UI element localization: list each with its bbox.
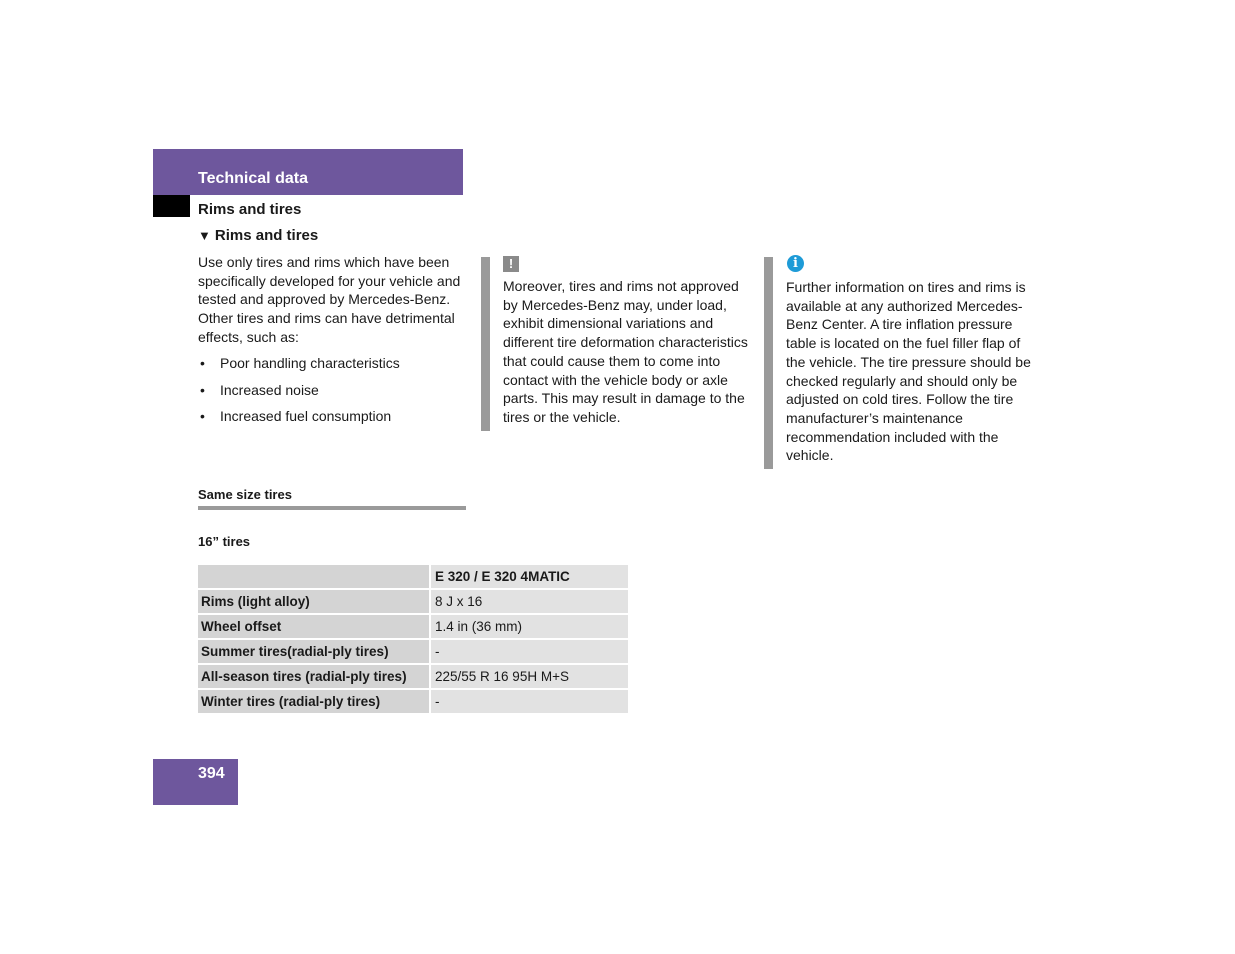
heading-rule: [198, 506, 466, 510]
row-label: All-season tires (radial-ply tires): [198, 665, 431, 690]
table-header-cell: E 320 / E 320 4MATIC: [431, 565, 628, 590]
warning-note-bar: [481, 257, 490, 431]
list-item: • Increased noise: [200, 381, 319, 398]
list-item: • Increased fuel consumption: [200, 408, 392, 424]
section-heading-text: Rims and tires: [214, 227, 319, 244]
row-value: 8 J x 16: [431, 590, 628, 615]
tire-size-heading: 16” tires: [198, 534, 251, 549]
row-value: -: [431, 690, 628, 715]
table-row: [198, 615, 628, 640]
triangle-down-icon: ▼: [198, 228, 211, 243]
info-note-bar: [764, 257, 773, 469]
tire-spec-table: [198, 565, 628, 715]
row-label: Rims (light alloy): [198, 590, 431, 615]
table-row: [198, 665, 628, 690]
same-size-heading: Same size tires: [198, 487, 292, 502]
intro-paragraph: Use only tires and rims which have been specifically developed for your vehicle and tested and approved by Mercedes-Benz. Other tires and rims can have detrimental effects, such as:: [198, 254, 461, 345]
list-item: • Poor handling characteristics: [200, 355, 400, 371]
table-row: [198, 590, 628, 615]
table-header-cell: [198, 565, 431, 590]
row-value: -: [431, 640, 628, 665]
bullet-icon: •: [200, 355, 205, 371]
section-subheader: Rims and tires: [198, 201, 302, 218]
row-label: Winter tires (radial-ply tires): [198, 690, 431, 715]
row-value: 225/55 R 16 95H M+S: [431, 665, 628, 690]
page-number: 394: [198, 765, 225, 782]
table-row: [198, 690, 628, 715]
row-value: 1.4 in (36 mm): [431, 615, 628, 640]
section-heading: [198, 226, 318, 246]
table-row: [198, 640, 628, 665]
table-header-row: [198, 565, 628, 590]
bullet-icon: •: [200, 381, 205, 398]
row-label: Summer tires(radial-ply tires): [198, 640, 431, 665]
warning-note-text: Moreover, tires and rims not approved by Mercedes-Benz may, under load, exhibit dimensional variations and different tire deformation characteristics that could cause them to come into contact with the vehicle body or axle parts. This may result in damage to the tires or the vehicle.: [503, 278, 748, 425]
exclamation-icon: !: [503, 256, 519, 272]
page-number-box: [153, 759, 238, 805]
effects-list: [198, 354, 466, 434]
info-icon: i: [787, 255, 804, 272]
chapter-title: Technical data: [198, 170, 308, 187]
section-marker: [153, 195, 190, 217]
bullet-icon: •: [200, 408, 205, 424]
info-note-text: Further information on tires and rims is available at any authorized Mercedes-Benz Center. A tire inflation pressure table is located on the fuel filler flap of the vehicle. The tire pressure should be checked regularly and should only be adjusted on cold tires. Follow the tire manufacturer’s maintenance recommendation included with the vehicle.: [786, 279, 1031, 464]
row-label: Wheel offset: [198, 615, 431, 640]
